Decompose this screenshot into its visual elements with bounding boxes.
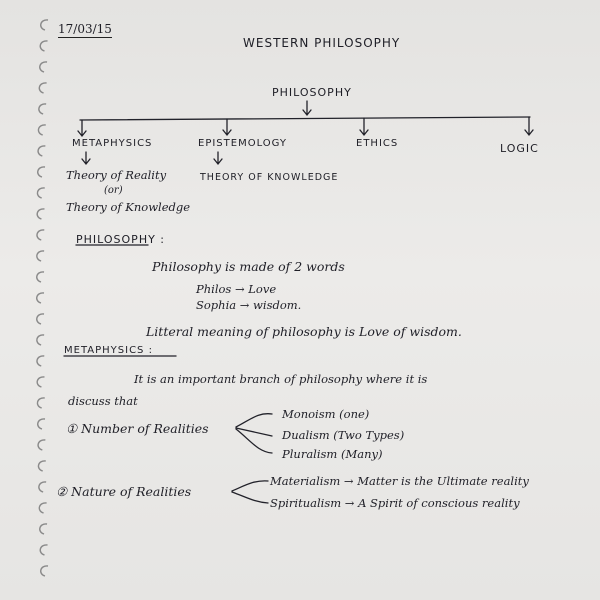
metaphysics-heading: METAPHYSICS :: [64, 345, 153, 356]
philosophy-words-line: Philosophy is made of 2 words: [152, 259, 345, 274]
point-number-of-realities: ① Number of Realities: [66, 421, 209, 436]
nature-spiritualism: Spiritualism → A Spirit of conscious reality: [270, 496, 520, 510]
reality-pluralism: Pluralism (Many): [282, 447, 383, 461]
metaphysics-note-or: (or): [104, 185, 123, 196]
philos-definition: Philos → Love: [196, 282, 277, 296]
metaphysics-note-knowledge: Theory of Knowledge: [66, 200, 191, 214]
reality-monoism: Monoism (one): [282, 407, 370, 421]
literal-meaning: Litteral meaning of philosophy is Love of wisdom.: [146, 324, 462, 339]
metaphysics-line-1: It is an important branch of philosophy where it is: [134, 372, 428, 386]
epistemology-note: THEORY OF KNOWLEDGE: [200, 172, 339, 183]
date: 17/03/15: [58, 22, 112, 36]
branch-epistemology: EPISTEMOLOGY: [198, 138, 288, 149]
branch-logic: LOGIC: [500, 142, 539, 155]
metaphysics-note-reality: Theory of Reality: [66, 168, 167, 182]
branch-metaphysics: METAPHYSICS: [72, 138, 153, 149]
nature-materialism: Materialism → Matter is the Ultimate reality: [270, 474, 529, 488]
page-title: WESTERN PHILOSOPHY: [243, 36, 401, 50]
philosophy-heading: PHILOSOPHY :: [76, 233, 166, 246]
point-nature-of-realities: ② Nature of Realities: [56, 484, 192, 499]
reality-dualism: Dualism (Two Types): [282, 428, 405, 442]
tree-root: PHILOSOPHY: [272, 86, 352, 99]
branch-ethics: ETHICS: [356, 138, 399, 149]
metaphysics-line-2: discuss that: [68, 394, 138, 408]
sophia-definition: Sophia → wisdom.: [196, 298, 302, 312]
